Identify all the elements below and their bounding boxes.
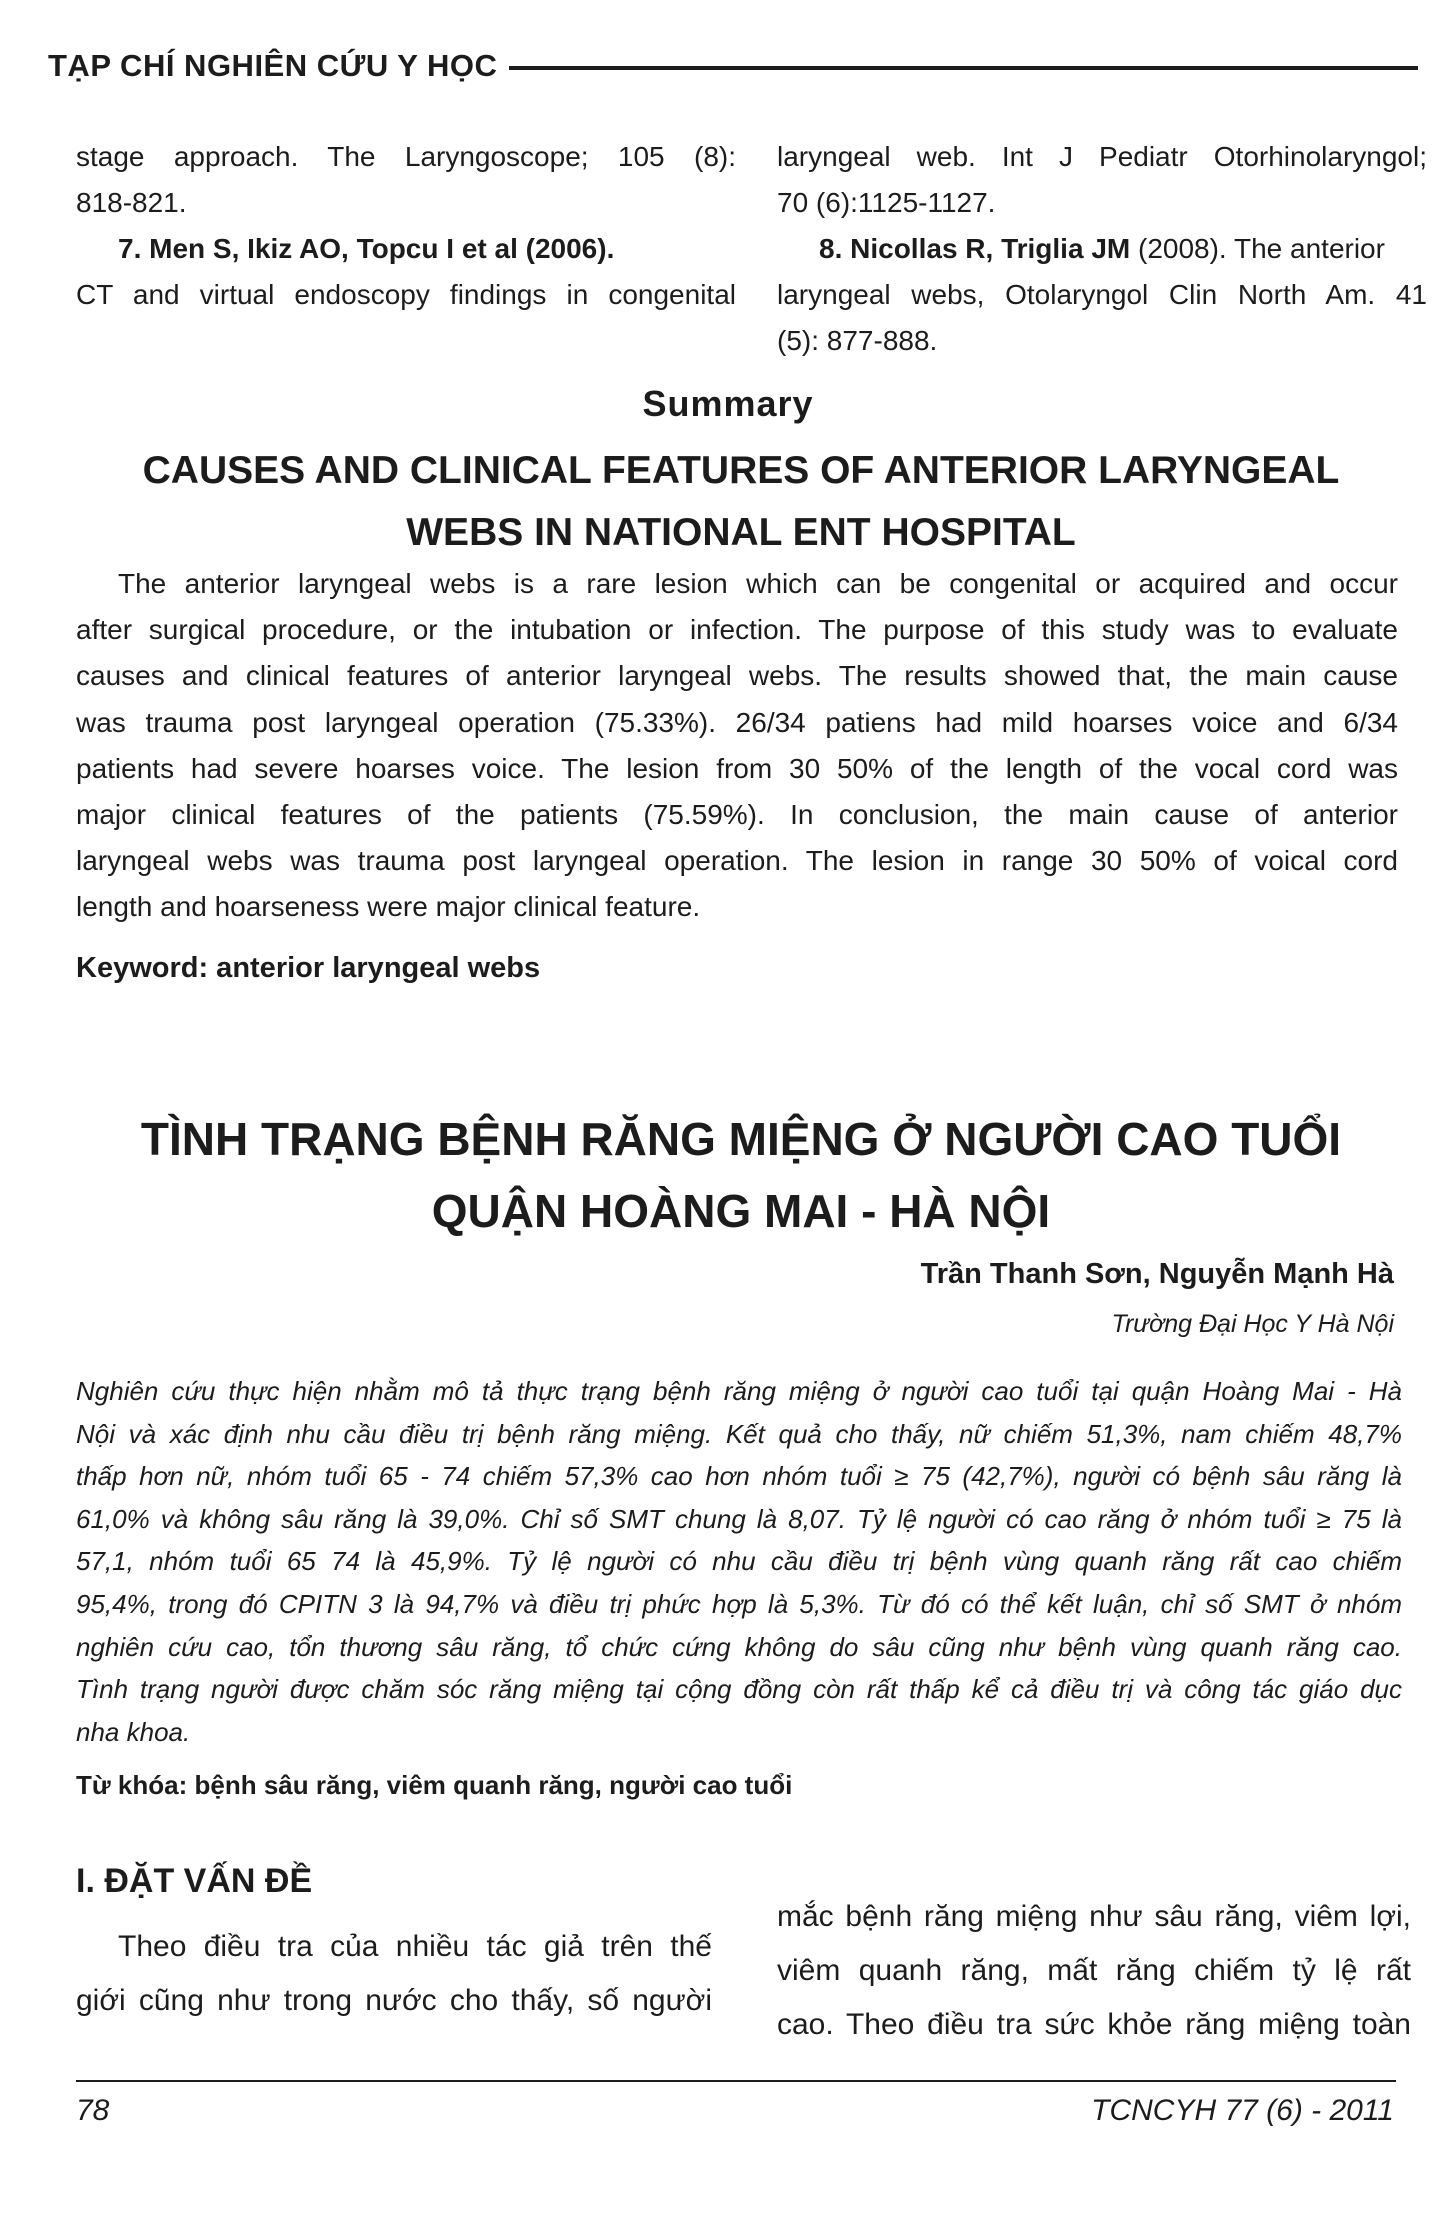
article-title-line: TÌNH TRẠNG BỆNH RĂNG MIỆNG Ở NGƯỜI CAO TUỔI (140, 1113, 1342, 1165)
reference-text: laryngeal webs, Otolaryngol Clin North Am. 41 (777, 279, 1427, 310)
section-heading: I. ĐẶT VẤN ĐỀ (76, 1862, 313, 1900)
abstract-line: Tình trạng người được chăm sóc răng miệng tại cộng đồng còn rất thấp kể cả điều trị và công tác giáo dục (76, 1674, 1402, 1705)
article-title-line: QUẬN HOÀNG MAI - HÀ NỘI (431, 1185, 1051, 1237)
abstract-line: Nghiên cứu thực hiện nhằm mô tả thực trạng bệnh răng miệng ở người cao tuổi tại quận Hoàng Mai - Hà (76, 1376, 1402, 1406)
abstract-line: Nội và xác định nhu cầu điều trị bệnh răng miệng. Kết quả cho thấy, nữ chiếm 51,3%, nam chiếm 48,7% (76, 1418, 1402, 1449)
english-abstract (76, 561, 1398, 931)
reference-authors: 8. Nicollas R, Triglia JM (819, 233, 1131, 264)
article-title (76, 1103, 1406, 1247)
abstract-line: length and hoarseness were major clinical feature. (76, 891, 701, 923)
reference-line (76, 180, 736, 226)
reference-line (76, 272, 736, 318)
abstract-line: nghiên cứu cao, tổn thương sâu răng, tổ chức cứng không do sâu cũng như bệnh vùng quanh răng cao. (76, 1631, 1402, 1662)
running-header (48, 48, 1418, 84)
reference-text: 70 (6):1125-1127. (777, 187, 996, 218)
page-number: 78 (76, 2094, 110, 2127)
summary-heading: Summary (642, 383, 814, 424)
english-title-line: WEBS IN NATIONAL ENT HOSPITAL (406, 511, 1076, 554)
english-keywords: Keyword: anterior laryngeal webs (76, 952, 541, 984)
reference-authors: 7. Men S, Ikiz AO, Topcu I et al (2006). (118, 233, 615, 264)
references-right-column (777, 134, 1427, 364)
reference-text: CT and virtual endoscopy findings in congenital (76, 279, 736, 310)
body-right-column (777, 1890, 1411, 2052)
reference-line (76, 134, 736, 180)
abstract-line: laryngeal webs was trauma post laryngeal operation. The lesion in range 30 50% of voical cord (76, 845, 1398, 877)
abstract-line: nha khoa. (76, 1716, 191, 1747)
journal-name: TẠP CHÍ NGHIÊN CỨU Y HỌC (48, 48, 498, 83)
abstract-line: was trauma post laryngeal operation (75.33%). 26/34 patiens had mild hoarses voice and 6/34 (76, 706, 1398, 738)
body-line: cao. Theo điều tra sức khỏe răng miệng toàn (777, 2008, 1411, 2041)
abstract-line: after surgical procedure, or the intubation or infection. The purpose of this study was to evaluate (76, 614, 1398, 646)
english-title (76, 440, 1406, 564)
vietnamese-keywords: Từ khóa: bệnh sâu răng, viêm quanh răng, người cao tuổi (76, 1770, 793, 1800)
article-authors: Trần Thanh Sơn, Nguyễn Mạnh Hà (920, 1258, 1394, 1290)
reference-text: (5): 877-888. (777, 325, 938, 356)
body-line: Theo điều tra của nhiều tác giả trên thế (118, 1930, 712, 1963)
header-rule (509, 66, 1418, 70)
body-line: mắc bệnh răng miệng như sâu răng, viêm lợi, (777, 1900, 1411, 1933)
abstract-line: The anterior laryngeal webs is a rare lesion which can be congenital or acquired and occur (118, 568, 1398, 599)
body-line: viêm quanh răng, mất răng chiếm tỷ lệ rất (777, 1954, 1411, 1987)
reference-text: 818-821. (76, 187, 187, 218)
reference-line (777, 134, 1427, 180)
vietnamese-abstract (76, 1370, 1402, 1753)
abstract-line: 57,1, nhóm tuổi 65 74 là 45,9%. Tỷ lệ người có nhu cầu điều trị bệnh vùng quanh răng rất cao chiếm (76, 1546, 1402, 1577)
reference-line (777, 272, 1427, 318)
abstract-line: major clinical features of the patients (75.59%). In conclusion, the main cause of anterior (76, 799, 1398, 831)
reference-text: (2008). The anterior (1130, 233, 1385, 264)
article-affiliation: Trường Đại Học Y Hà Nội (1111, 1310, 1394, 1338)
journal-citation: TCNCYH 77 (6) - 2011 (1091, 2094, 1394, 2127)
abstract-line: 61,0% và không sâu răng là 39,0%. Chỉ số SMT chung là 8,07. Tỷ lệ người có cao răng ở nhóm tuổi ≥ 75 là (76, 1503, 1402, 1534)
abstract-line: patients had severe hoarses voice. The lesion from 30 50% of the length of the vocal cord was (76, 752, 1398, 784)
reference-line (76, 226, 736, 272)
body-left-column (76, 1920, 712, 2028)
abstract-line: causes and clinical features of anterior laryngeal webs. The results showed that, the main cause (76, 660, 1398, 692)
abstract-line: 95,4%, trong đó CPITN 3 là 94,7% và điều trị phức hợp là 5,3%. Từ đó có thể kết luận, chỉ số SMT ở nhóm (76, 1588, 1402, 1619)
references-left-column (76, 134, 736, 318)
abstract-line: thấp hơn nữ, nhóm tuổi 65 - 74 chiếm 57,3% cao hơn nhóm tuổi ≥ 75 (42,7%), người có bệnh sâu răng là (76, 1461, 1402, 1492)
reference-line (777, 226, 1427, 272)
english-title-line: CAUSES AND CLINICAL FEATURES OF ANTERIOR LARYNGEAL (142, 449, 1340, 492)
reference-text: stage approach. The Laryngoscope; 105 (8): (76, 141, 736, 172)
reference-line (777, 318, 1427, 364)
reference-line (777, 180, 1427, 226)
body-line: giới cũng như trong nước cho thấy, số người (76, 1984, 712, 2017)
footer-rule (76, 2080, 1396, 2082)
reference-text: laryngeal web. Int J Pediatr Otorhinolaryngol; (777, 141, 1427, 172)
